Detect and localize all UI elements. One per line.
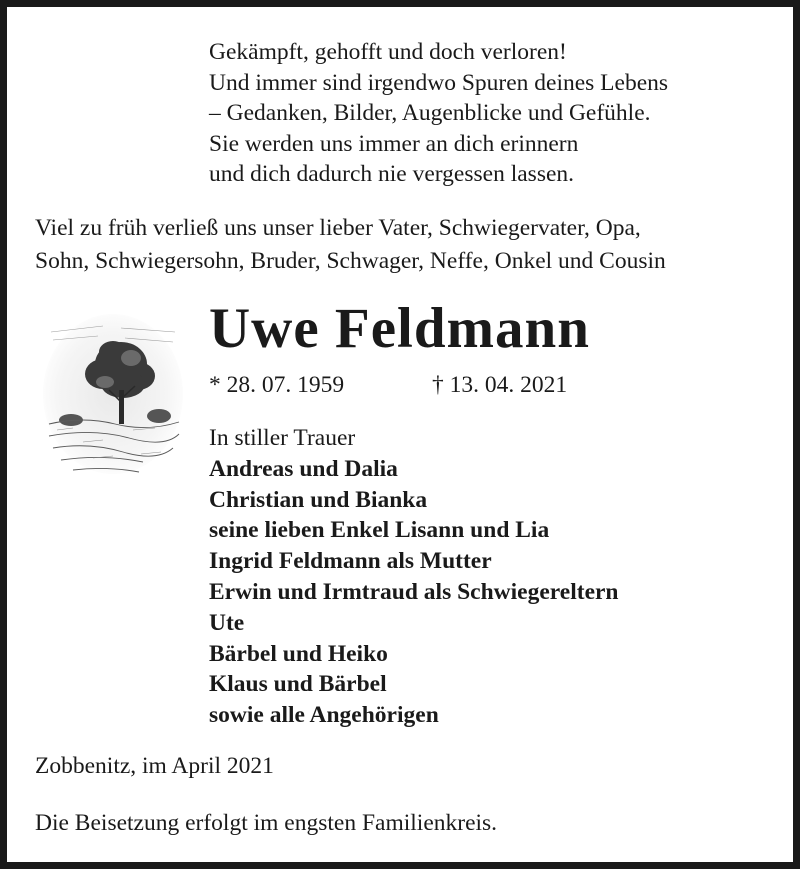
place-and-date: Zobbenitz, im April 2021 (35, 753, 274, 779)
announcement-line: Sohn, Schwiegersohn, Bruder, Schwager, Neffe, Onkel und Cousin (35, 247, 666, 274)
deceased-name: Uwe Feldmann (209, 297, 590, 360)
burial-note: Die Beisetzung erfolgt im engsten Familienkreis. (35, 810, 498, 836)
mourner-entry: Andreas und Dalia (209, 455, 398, 482)
mourner-entry: Erwin und Irmtraud als Schwiegereltern (209, 578, 619, 605)
mourner-entry: Klaus und Bärbel (209, 671, 387, 698)
mourner-entry: Bärbel und Heiko (209, 640, 388, 667)
mourner-entry: Christian und Bianka (209, 486, 428, 513)
poem-line: Sie werden uns immer an dich erinnern (209, 130, 579, 157)
poem-line: und dich dadurch nie vergessen lassen. (209, 161, 575, 187)
poem-line: Gekämpft, gehofft und doch verloren! (209, 39, 567, 65)
mourning-intro: In stiller Trauer (209, 425, 356, 451)
poem-line: Und immer sind irgendwo Spuren deines Lebens (209, 69, 669, 96)
death-date: † 13. 04. 2021 (432, 372, 568, 398)
memorial-poem (209, 37, 668, 190)
poem-line: – Gedanken, Bilder, Augenblicke und Gefühle. (209, 100, 651, 126)
mourners-list (209, 423, 619, 731)
mourner-entry: seine lieben Enkel Lisann und Lia (209, 517, 550, 544)
announcement-text (35, 212, 666, 277)
mourner-entry: Ute (209, 609, 245, 636)
announcement-line: Viel zu früh verließ uns unser lieber Vater, Schwiegervater, Opa, (35, 215, 641, 241)
tree-landscape-illustration (43, 312, 183, 477)
mourner-entry: Ingrid Feldmann als Mutter (209, 548, 492, 575)
mourner-entry: sowie alle Angehörigen (209, 702, 439, 729)
birth-date: * 28. 07. 1959 (209, 372, 345, 398)
